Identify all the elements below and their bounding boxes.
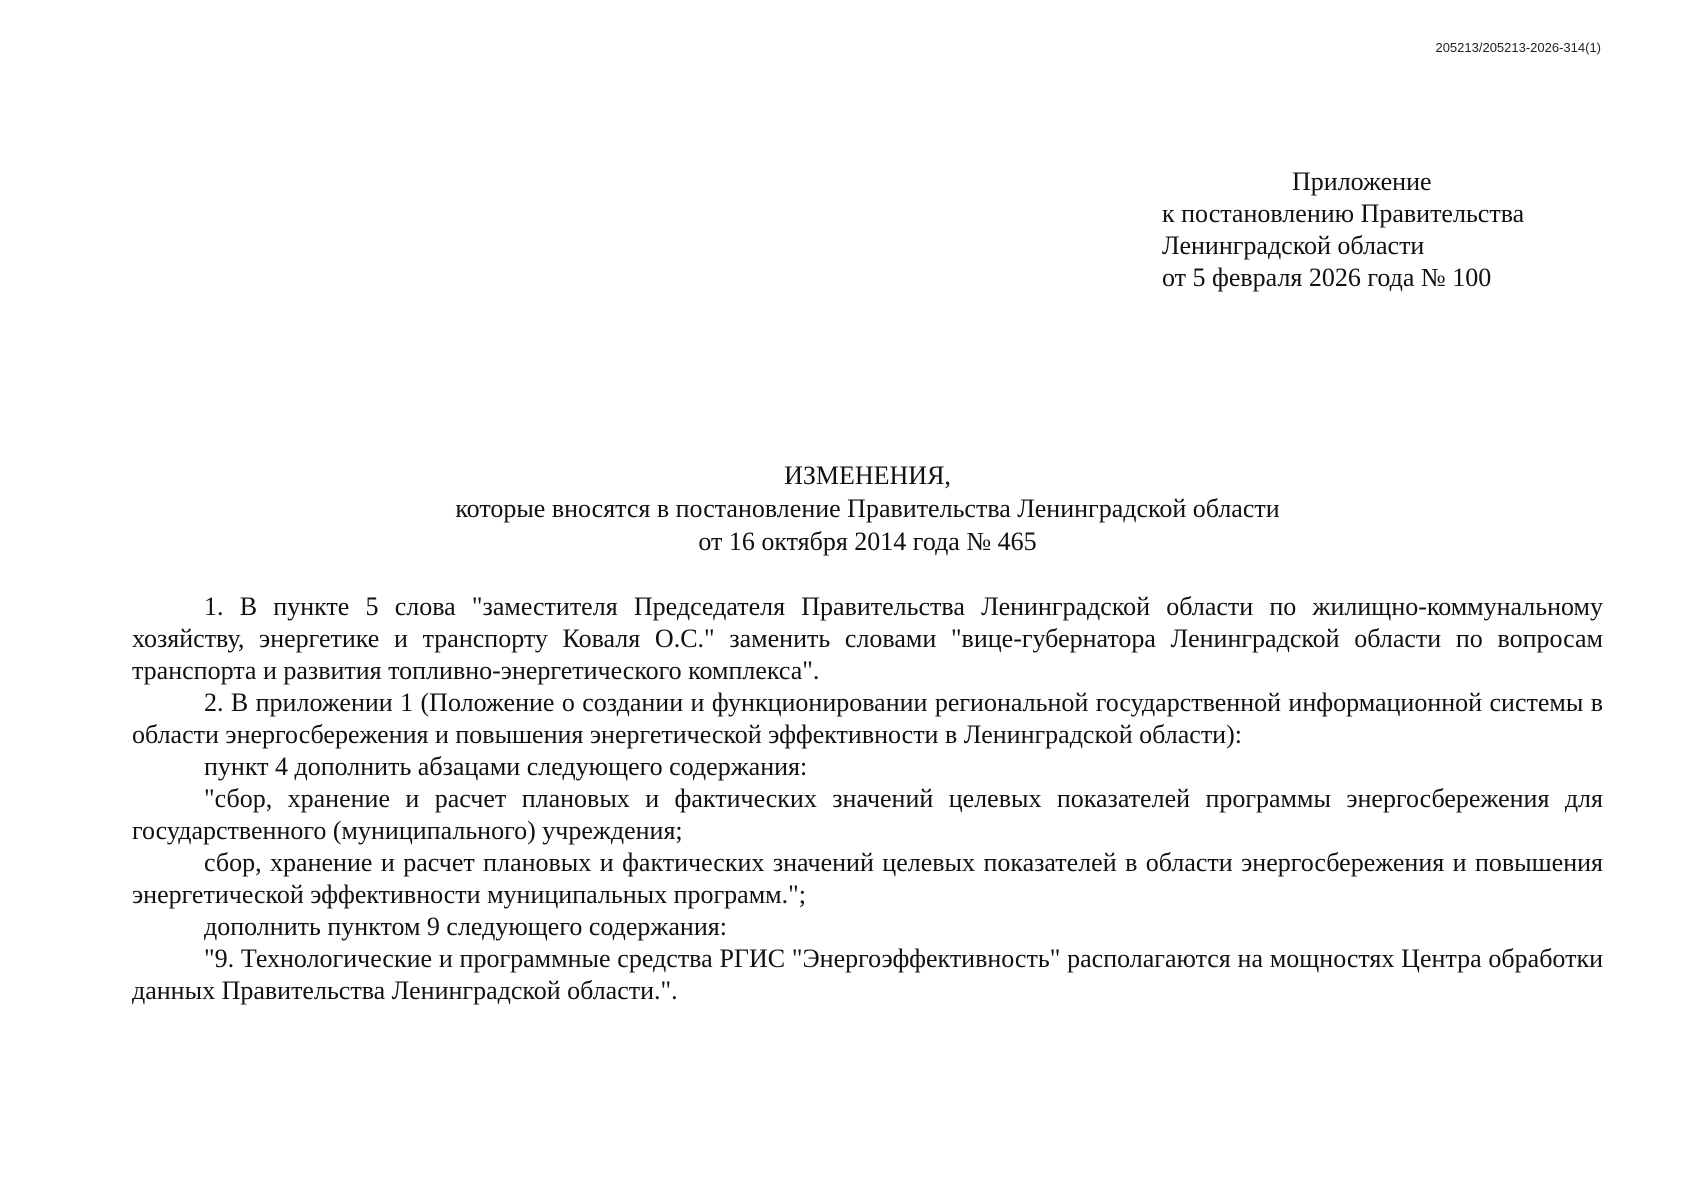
heading-subtitle: которые вносятся в постановление Правительства Ленинградской области bbox=[455, 494, 1280, 523]
appendix-line-2: к постановлению Правительства bbox=[1162, 199, 1525, 228]
paragraph: 1. В пункте 5 слова "заместителя Председателя Правительства Ленинградской области по жилищно-коммунальному хозяйству, энергетике и транспорту Коваля О.С." заменить словами "вице-губернатора Ленинградской области по вопросам транспорта и развития топливно-энергетического комплекса". bbox=[132, 592, 1603, 685]
document-heading bbox=[0, 459, 1697, 558]
paragraph: "9. Технологические и программные средства РГИС "Энергоэффективность" располагаются на мощностях Центра обработки данных Правительства Ленинградской области.". bbox=[132, 944, 1603, 1005]
paragraph: пункт 4 дополнить абзацами следующего содержания: bbox=[204, 752, 808, 781]
appendix-date: от 5 февраля 2026 года № 100 bbox=[1162, 263, 1492, 292]
heading-date: от 16 октября 2014 года № 465 bbox=[698, 527, 1037, 556]
appendix-title: Приложение bbox=[1292, 167, 1432, 196]
paragraph: дополнить пунктом 9 следующего содержания: bbox=[204, 912, 727, 941]
heading-title: ИЗМЕНЕНИЯ, bbox=[784, 461, 951, 490]
paragraph: "сбор, хранение и расчет плановых и фактических значений целевых показателей программы энергосбережения для государственного (муниципального) учреждения; bbox=[132, 784, 1603, 845]
paragraph: сбор, хранение и расчет плановых и фактических значений целевых показателей в области энергосбережения и повышения энергетической эффективности муниципальных программ."; bbox=[132, 848, 1603, 909]
appendix-line-3: Ленинградской области bbox=[1162, 231, 1425, 260]
appendix-block bbox=[1162, 166, 1524, 294]
paragraph: 2. В приложении 1 (Положение о создании и функционировании региональной государственной информационной системы в области энергосбережения и повышения энергетической эффективности в Ленинградской области): bbox=[132, 688, 1603, 749]
document-body bbox=[132, 591, 1603, 1007]
document-id: 205213/205213-2026-314(1) bbox=[1435, 40, 1601, 55]
